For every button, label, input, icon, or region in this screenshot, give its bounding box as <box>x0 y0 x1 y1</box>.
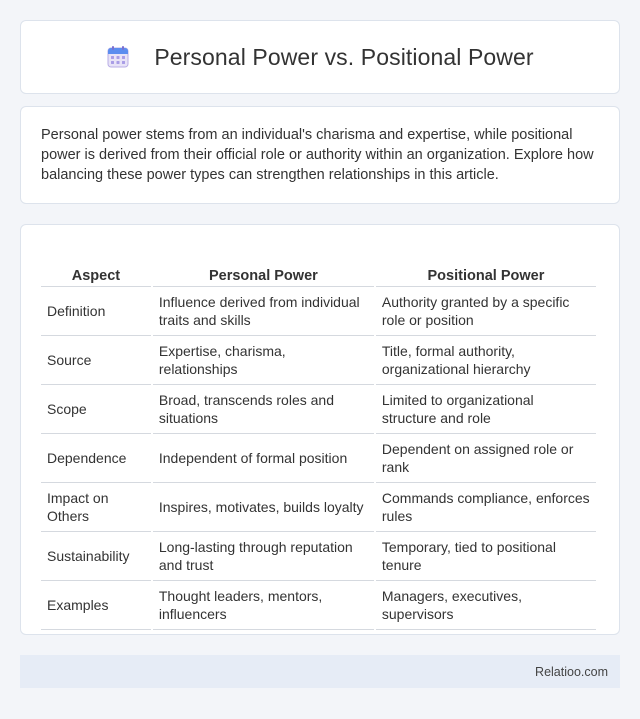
cell-positional: Managers, executives, supervisors <box>376 581 596 630</box>
footer <box>20 655 620 688</box>
cell-positional: Temporary, tied to positional tenure <box>376 532 596 581</box>
cell-personal: Long-lasting through reputation and trust <box>153 532 374 581</box>
cell-aspect: Definition <box>41 287 151 336</box>
table-row <box>41 287 596 336</box>
table-row <box>41 434 596 483</box>
header-card <box>20 20 620 94</box>
cell-aspect: Examples <box>41 581 151 630</box>
cell-personal: Expertise, charisma, relationships <box>153 336 374 385</box>
intro-text: Personal power stems from an individual's charisma and expertise, while positional power is derived from their official role or authority within an organization. Explore how balancing these power types can strengthen relationships in this article. <box>41 127 594 183</box>
cell-personal: Broad, transcends roles and situations <box>153 385 374 434</box>
cell-personal: Thought leaders, mentors, influencers <box>153 581 374 630</box>
cell-positional: Limited to organizational structure and role <box>376 385 596 434</box>
intro-card <box>20 106 620 204</box>
comparison-table-card <box>20 224 620 635</box>
cell-positional: Authority granted by a specific role or position <box>376 287 596 336</box>
table-row <box>41 483 596 532</box>
calendar-icon <box>106 45 130 69</box>
cell-positional: Dependent on assigned role or rank <box>376 434 596 483</box>
cell-aspect: Scope <box>41 385 151 434</box>
footer-brand[interactable]: Relatioo.com <box>535 664 608 679</box>
header-positional-power: Positional Power <box>376 245 596 287</box>
cell-personal: Influence derived from individual traits and skills <box>153 287 374 336</box>
header-personal-power: Personal Power <box>153 245 374 287</box>
table-row <box>41 581 596 630</box>
table-row <box>41 532 596 581</box>
page-title: Personal Power vs. Positional Power <box>154 43 534 70</box>
cell-positional: Commands compliance, enforces rules <box>376 483 596 532</box>
comparison-table <box>39 245 598 630</box>
cell-aspect: Sustainability <box>41 532 151 581</box>
cell-aspect: Dependence <box>41 434 151 483</box>
cell-personal: Independent of formal position <box>153 434 374 483</box>
header-aspect: Aspect <box>41 245 151 287</box>
cell-aspect: Source <box>41 336 151 385</box>
cell-positional: Title, formal authority, organizational hierarchy <box>376 336 596 385</box>
table-row <box>41 385 596 434</box>
table-header-row <box>41 245 596 287</box>
cell-aspect: Impact on Others <box>41 483 151 532</box>
cell-personal: Inspires, motivates, builds loyalty <box>153 483 374 532</box>
table-row <box>41 336 596 385</box>
